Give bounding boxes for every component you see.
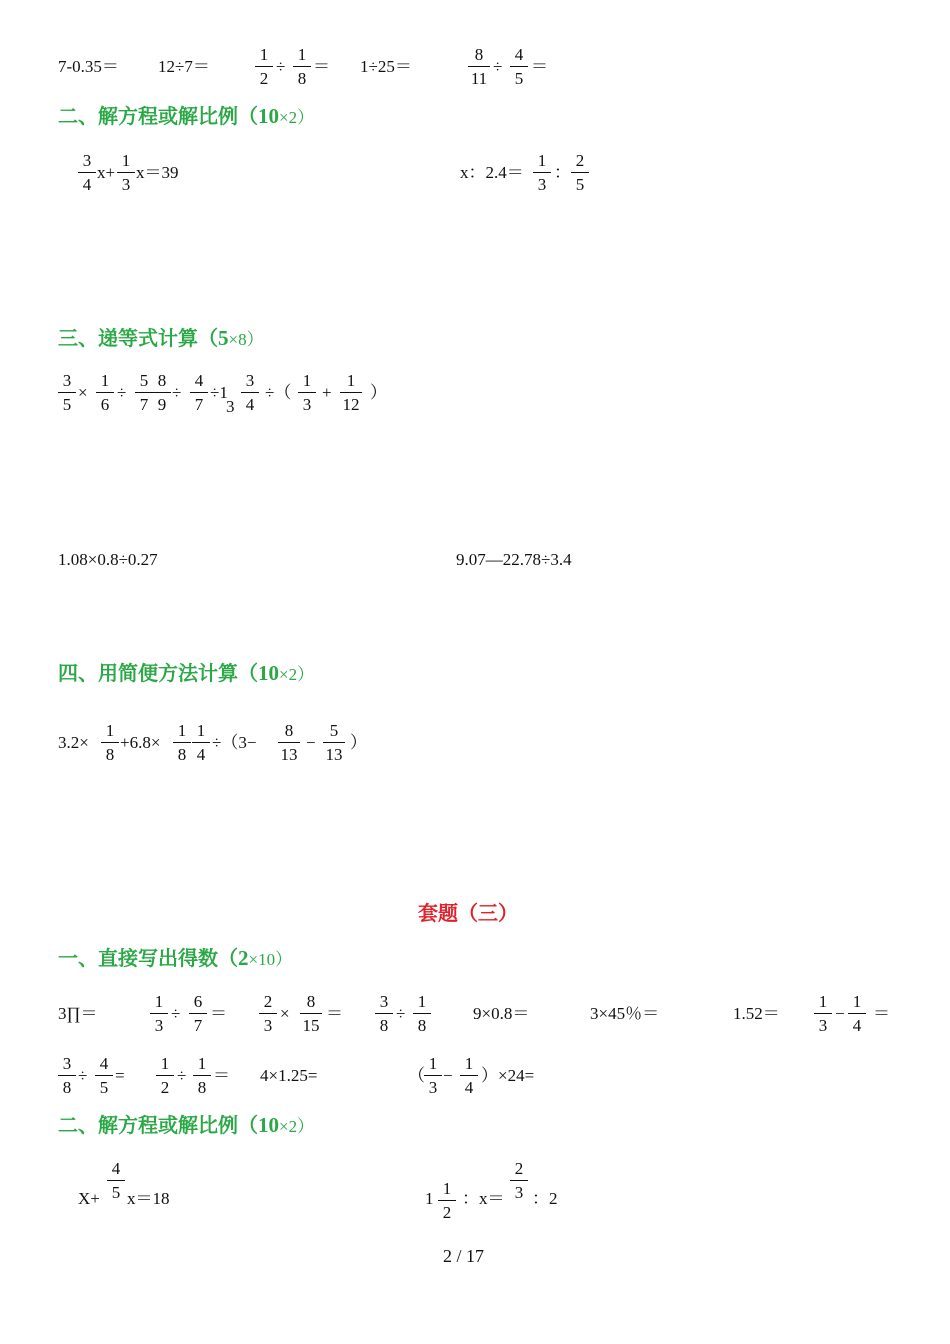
fraction: 4 5 xyxy=(95,1055,113,1096)
problem-text: 1.08×0.8÷0.27 xyxy=(58,550,158,569)
fraction: 3 8 xyxy=(58,1055,76,1096)
problem-text: 12÷7＝ xyxy=(158,57,210,76)
fraction: 2 3 xyxy=(510,1160,528,1201)
problem-text: 3∏＝ xyxy=(58,1004,98,1023)
operator: = xyxy=(115,1066,125,1085)
fraction: 1 2 xyxy=(156,1055,174,1096)
fraction: 3 5 xyxy=(58,372,76,413)
fraction: 1 3 xyxy=(298,372,316,413)
fraction: 1 12 xyxy=(340,372,362,413)
fraction: 3 4 xyxy=(78,152,96,193)
operator: ） xyxy=(350,733,367,752)
equation-text: 1 xyxy=(425,1189,434,1208)
equation-text: x＝18 xyxy=(127,1189,170,1208)
fraction: 1 8 xyxy=(193,1055,211,1096)
problem-text: +6.8× xyxy=(120,733,161,752)
problem-text: 3 xyxy=(226,397,235,416)
operator: ＝ xyxy=(313,57,330,76)
fraction: 1 3 xyxy=(117,152,135,193)
operator: ÷ xyxy=(171,1004,181,1023)
problem-text: 1÷25＝ xyxy=(360,57,412,76)
fraction: 1 3 xyxy=(814,993,832,1034)
page-title: 套题（三） xyxy=(418,901,518,925)
fraction: 1 3 xyxy=(424,1055,442,1096)
fraction: 1 3 xyxy=(533,152,551,193)
operator: − xyxy=(443,1066,453,1085)
section-heading: 一、直接写出得数（2×10） xyxy=(58,946,293,970)
fraction: 1 2 xyxy=(438,1180,456,1221)
fraction: 1 8 xyxy=(101,722,119,763)
fraction: 3 8 xyxy=(375,993,393,1034)
problem-text: 9×0.8＝ xyxy=(473,1004,530,1023)
operator: − xyxy=(306,733,316,752)
operator: ＝ xyxy=(213,1066,230,1085)
operator: ＝ xyxy=(531,57,548,76)
operator: （ xyxy=(408,1066,425,1085)
operator: ） xyxy=(370,383,387,402)
page-number: 2 / 17 xyxy=(443,1246,485,1266)
fraction: 8 11 xyxy=(468,46,490,87)
problem-text: 1.52＝ xyxy=(733,1004,780,1023)
operator: ÷1 xyxy=(210,383,228,402)
operator: ÷ xyxy=(78,1066,88,1085)
fraction: 5 7 xyxy=(135,372,153,413)
fraction: 1 6 xyxy=(96,372,114,413)
fraction: 5 13 xyxy=(323,722,345,763)
fraction: 1 4 xyxy=(848,993,866,1034)
section-heading: 四、用简便方法计算（10×2） xyxy=(58,661,315,685)
operator: ÷ xyxy=(396,1004,406,1023)
fraction: 4 7 xyxy=(190,372,208,413)
fraction: 8 9 xyxy=(153,372,171,413)
problem-text: ÷（3− xyxy=(212,733,257,752)
equation-text: ：2 xyxy=(532,1189,558,1208)
equation-text: x＝39 xyxy=(136,163,179,182)
fraction: 6 7 xyxy=(189,993,207,1034)
fraction: 1 4 xyxy=(192,722,210,763)
fraction: 3 4 xyxy=(241,372,259,413)
problem-text: 3.2× xyxy=(58,733,89,752)
fraction: 1 4 xyxy=(460,1055,478,1096)
operator: ÷ xyxy=(493,57,503,76)
problem-text: 3×45％＝ xyxy=(590,1004,660,1023)
operator: + xyxy=(322,383,332,402)
fraction: 8 15 xyxy=(300,993,322,1034)
operator: × xyxy=(78,383,88,402)
fraction: 2 3 xyxy=(259,993,277,1034)
fraction: 1 3 xyxy=(150,993,168,1034)
section-heading: 二、解方程或解比例（10×2） xyxy=(58,104,315,128)
operator: ＝ xyxy=(210,1004,227,1023)
problem-text: 9.07—22.78÷3.4 xyxy=(456,550,572,569)
operator: ÷ xyxy=(172,383,182,402)
section-heading: 三、递等式计算（5×8） xyxy=(58,326,264,350)
problem-text: 7-0.35＝ xyxy=(58,57,119,76)
fraction: 1 8 xyxy=(413,993,431,1034)
equation-text: x+ xyxy=(97,163,116,182)
operator: ÷ xyxy=(177,1066,187,1085)
equation-text: x：2.4＝ xyxy=(460,163,524,182)
operator: ÷ xyxy=(276,57,286,76)
equation-text: ： xyxy=(554,163,571,182)
operator: ＝ xyxy=(326,1004,343,1023)
problem-text: 4×1.25= xyxy=(260,1066,318,1085)
equation-text: X+ xyxy=(78,1189,100,1208)
operator: ＝ xyxy=(873,1004,890,1023)
section-heading: 二、解方程或解比例（10×2） xyxy=(58,1113,315,1137)
fraction: 1 8 xyxy=(293,46,311,87)
fraction: 1 2 xyxy=(255,46,273,87)
operator: ÷ xyxy=(117,383,127,402)
fraction: 8 13 xyxy=(278,722,300,763)
problem-text: ）×24= xyxy=(481,1066,535,1085)
fraction: 4 5 xyxy=(107,1160,125,1201)
fraction: 4 5 xyxy=(510,46,528,87)
operator: ÷（ xyxy=(265,383,292,402)
fraction: 1 8 xyxy=(173,722,191,763)
fraction: 2 5 xyxy=(571,152,589,193)
equation-text: ：x＝ xyxy=(462,1189,505,1208)
operator: − xyxy=(835,1004,845,1023)
operator: × xyxy=(280,1004,290,1023)
